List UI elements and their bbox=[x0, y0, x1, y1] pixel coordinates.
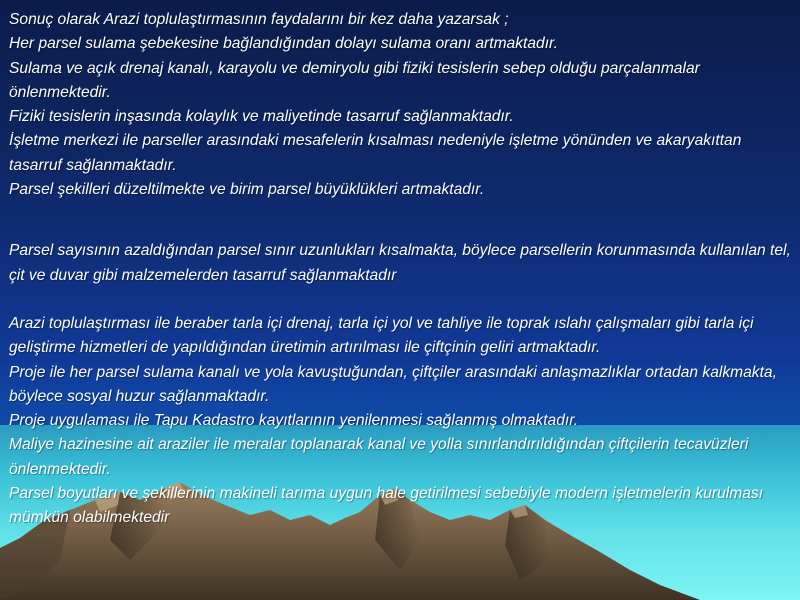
p1-line-2: Sulama ve açık drenaj kanalı, karayolu ve demiryolu gibi fiziki tesislerin sebep olduğu parçalanmalar önlenmektedir. bbox=[9, 59, 700, 101]
p2-line-0: Parsel sayısının azaldığından parsel sınır uzunlukları kısalmakta, böylece parsellerin korunmasında kullanılan tel, çit ve duvar gibi malzemelerden tasarruf sağlanmaktadır bbox=[9, 242, 791, 284]
p1-line-4: İşletme merkezi ile parseller arasındaki mesafelerin kısalması nedeniyle işletme yönünden ve akaryakıttan tasarruf sağlanmaktadır. bbox=[9, 132, 742, 174]
p1-line-1: Her parsel sulama şebekesine bağlandığından dolayı sulama oranı artmaktadır. bbox=[9, 35, 558, 53]
content-text bbox=[9, 8, 794, 531]
p1-line-0: Sonuç olarak Arazi toplulaştırmasının faydalarını bir kez daha yazarsak ; bbox=[9, 11, 509, 28]
p3-line-2: Proje uygulaması ile Tapu Kadastro kayıtlarının yenilenmesi sağlanmış olmaktadır. bbox=[9, 412, 579, 430]
p1-line-5: Parsel şekilleri düzeltilmekte ve birim parsel büyüklükleri artmaktadır. bbox=[9, 181, 485, 199]
p3-line-4: Parsel boyutları ve şekillerinin makineli tarıma uygun hale getirilmesi sebebiyle modern işletmelerin kurulması mümkün olabilmektedir bbox=[9, 485, 764, 527]
p3-line-3: Maliye hazinesine ait araziler ile meralar toplanarak kanal ve yolla sınırlandırıldığından çiftçilerin tecavüzleri önlenmektedir. bbox=[9, 436, 749, 478]
p1-line-3: Fiziki tesislerin inşasında kolaylık ve maliyetinde tasarruf sağlanmaktadır. bbox=[9, 108, 514, 126]
p3-line-1: Proje ile her parsel sulama kanalı ve yola kavuştuğundan, çiftçiler arasındaki anlaşmazlıklar ortadan kalkmakta, böylece sosyal huzur sağlanmaktadır. bbox=[9, 363, 777, 405]
p3-line-0: Arazi toplulaştırması ile beraber tarla içi drenaj, tarla içi yol ve tahliye ile toprak ıslahı çalışmaları gibi tarla içi geliştirme hizmetleri de yapıldığından üretimin artırılması ile çiftçinin geliri artmaktadır. bbox=[9, 314, 754, 357]
